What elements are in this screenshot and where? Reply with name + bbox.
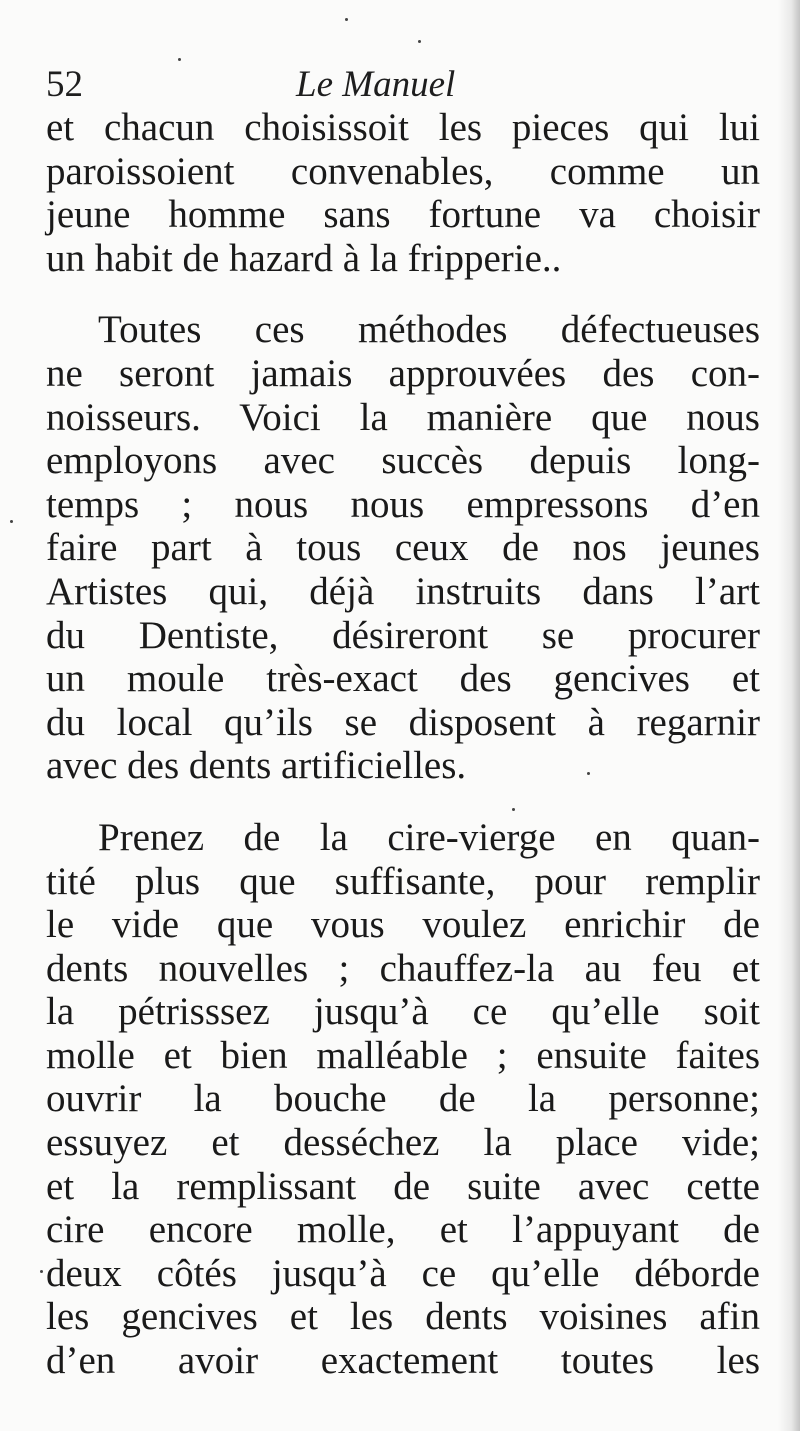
text-line: Toutes ces méthodes défectueuses (98, 308, 760, 352)
text-line: un moule très-exact des gencives et (46, 657, 760, 701)
text-line: deux côtés jusqu’à ce qu’elle déborde (46, 1251, 760, 1295)
text-line: employons avec succès depuis long- (46, 439, 760, 483)
binding-shadow (778, 0, 800, 1431)
page-number: 52 (46, 64, 83, 105)
text-line: temps ; nous nous empressons d’en (46, 482, 760, 526)
text-line: la pétrisssez jusqu’à ce qu’elle soit (46, 990, 760, 1034)
text-line: les gencives et les dents voisines afin (46, 1295, 760, 1339)
text-line: tité plus que suffisante, pour remplir (46, 859, 760, 903)
text-line: ne seront jamais approuvées des con- (46, 351, 760, 395)
text-line: Artistes qui, déjà instruits dans l’art (46, 569, 760, 613)
text-line: dents nouvelles ; chauffez-la au feu et (46, 946, 760, 990)
text-line: noisseurs. Voici la manière que nous (46, 395, 760, 439)
running-title: Le Manuel (296, 64, 456, 105)
text-line: ouvrir la bouche de la personne; (46, 1077, 760, 1121)
paragraph-2 (46, 308, 760, 788)
text-line: molle et bien malléable ; ensuite faites (46, 1033, 760, 1077)
text-line: Prenez de la cire-vierge en quan- (98, 815, 760, 859)
text-line: avec des dents artificielles. (46, 744, 467, 788)
text-line: d’en avoir exactement toutes les (46, 1339, 760, 1383)
text-line: cire encore molle, et l’appuyant de (46, 1208, 760, 1252)
running-head (46, 60, 760, 110)
text-line: jeune homme sans fortune va choisir (46, 193, 760, 237)
body-text (46, 106, 760, 1383)
text-line: essuyez et desséchez la place vide; (46, 1121, 760, 1165)
text-line: le vide que vous voulez enrichir de (46, 903, 760, 947)
paragraph-1 (46, 106, 760, 280)
text-line: paroissoient convenables, comme un (46, 149, 760, 193)
paragraph-3 (46, 816, 760, 1383)
text-line: faire part à tous ceux de nos jeunes (46, 526, 760, 570)
text-line: du Dentiste, désireront se procurer (46, 613, 760, 657)
text-line: et la remplissant de suite avec cette (46, 1164, 760, 1208)
text-line: et chacun choisissoit les pieces qui lui (46, 106, 760, 149)
text-line: un habit de hazard à la fripperie.. (46, 236, 562, 280)
text-line: du local qu’ils se disposent à regarnir (46, 700, 760, 744)
